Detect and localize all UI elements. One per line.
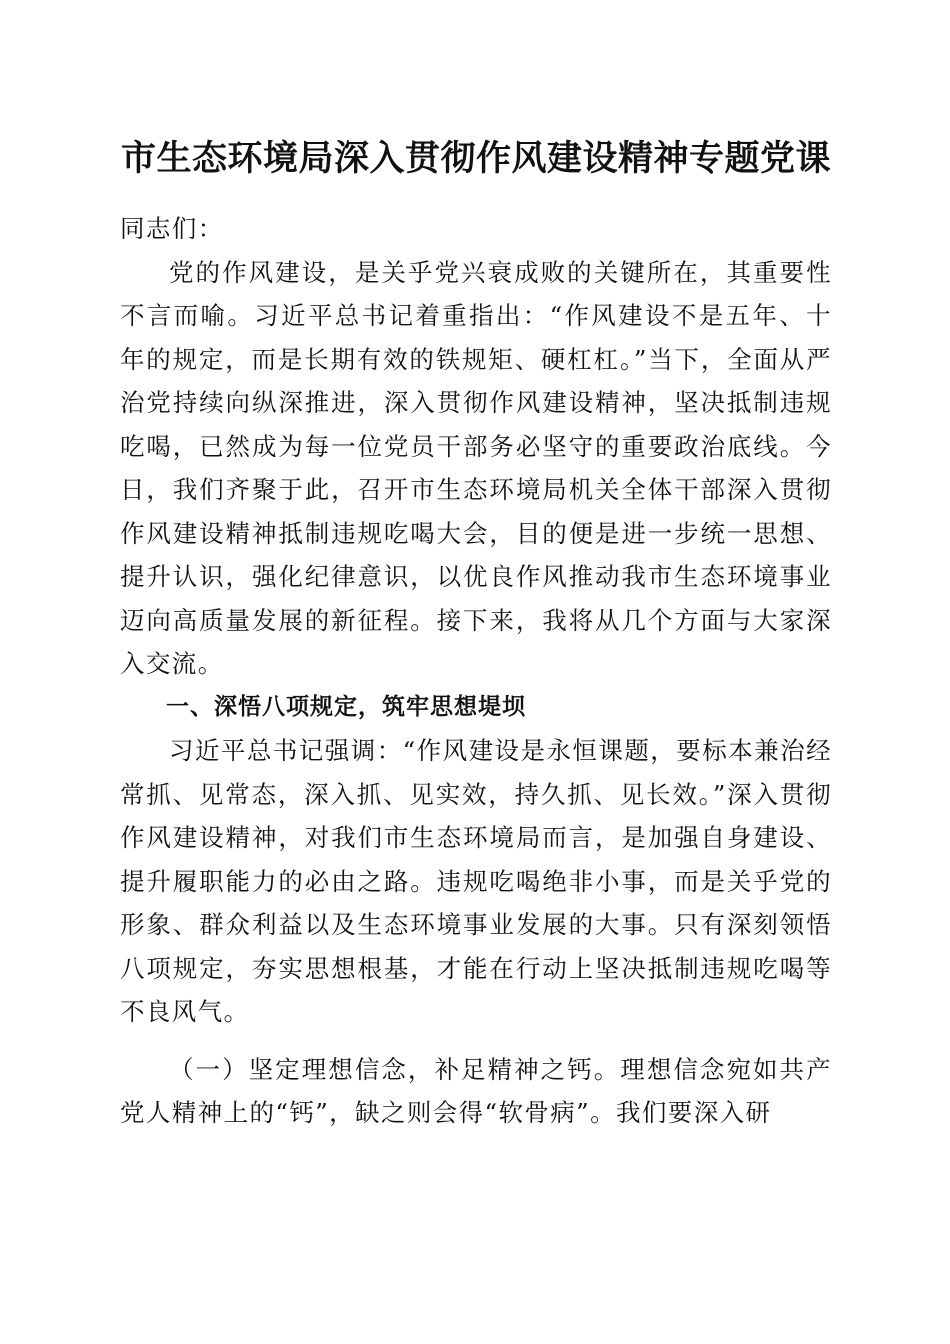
document-body — [120, 207, 832, 1135]
document-title: 市生态环境局深入贯彻作风建设精神专题党课 — [120, 138, 831, 179]
subsection-1-paragraph: （一）坚定理想信念，补足精神之钙。理想信念宛如共产党人精神上的“钙”，缺之则会得“软骨病”。我们要深入研 — [120, 1054, 832, 1127]
salutation: 同志们： — [120, 214, 224, 243]
section-heading-1: 一、深悟八项规定，筑牢思想堤坝 — [166, 693, 526, 720]
section-1-paragraph: 习近平总书记强调：“作风建设是永恒课题，要标本兼治经常抓、见常态，深入抓、见实效，持久抓、见长效。”深入贯彻作风建设精神，对我们市生态环境局而言，是加强自身建设、提升履职能力的必由之路。违规吃喝绝非小事，而是关乎党的形象、群众利益以及生态环境事业发展的大事。只有深刻领悟八项规定，夯实思想根基，才能在行动上坚决抵制违规吃喝等不良风气。 — [120, 736, 832, 1026]
intro-paragraph: 党的作风建设，是关乎党兴衰成败的关键所在，其重要性不言而喻。习近平总书记着重指出：“作风建设不是五年、十年的规定，而是长期有效的铁规矩、硬杠杠。”当下，全面从严治党持续向纵深推进，深入贯彻作风建设精神，坚决抵制违规吃喝，已然成为每一位党员干部务必坚守的重要政治底线。今日，我们齐聚于此，召开市生态环境局机关全体干部深入贯彻作风建设精神抵制违规吃喝大会，目的便是进一步统一思想、提升认识，强化纪律意识，以优良作风推动我市生态环境事业迈向高质量发展的新征程。接下来，我将从几个方面与大家深入交流。 — [120, 257, 832, 678]
